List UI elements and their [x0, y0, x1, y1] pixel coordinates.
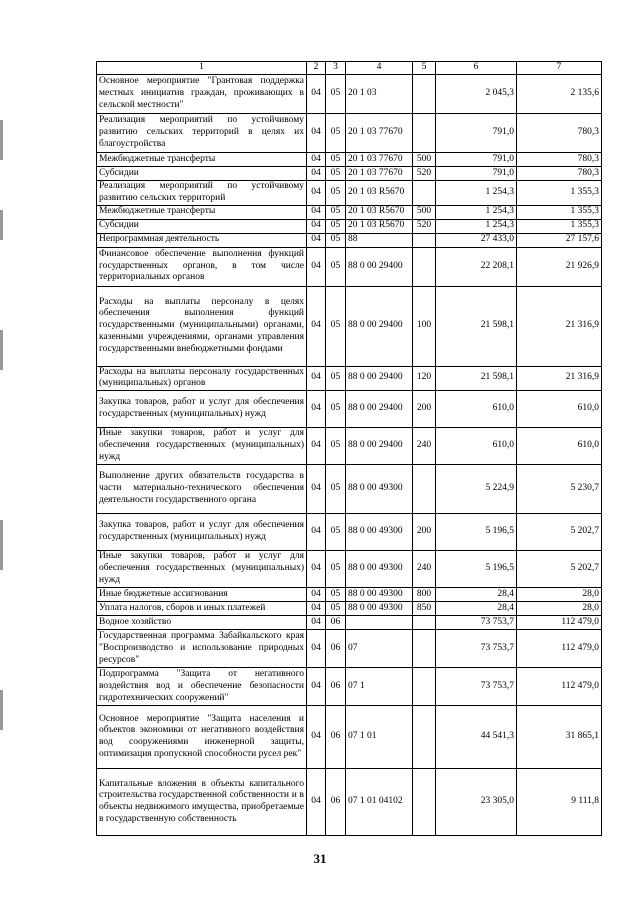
table-cell-amount-1: 21 598,1 [436, 366, 517, 391]
table-cell-amount-2: 1 355,3 [517, 181, 602, 206]
margin-mark [0, 690, 3, 730]
table-cell-expense-type: 520 [413, 167, 436, 181]
table-cell-amount-1: 1 254,3 [436, 219, 517, 233]
table-row [97, 428, 602, 465]
table-cell-name: Капитальные вложения в объекты капитального строительства государственной собственности и в объекты недвижимого имущества, приобретаемые в государственную собственность [97, 769, 307, 836]
table-cell-target-code: 07 [346, 630, 413, 668]
table-cell-section: 04 [307, 588, 326, 602]
table-cell-subsection: 05 [326, 233, 346, 247]
table-cell-expense-type [413, 769, 436, 836]
table-cell-expense-type [413, 616, 436, 630]
table-row [97, 465, 602, 514]
table-cell-subsection: 05 [326, 551, 346, 588]
table-cell-amount-1: 28,4 [436, 602, 517, 616]
margin-mark [0, 210, 3, 240]
table-cell-expense-type [413, 668, 436, 706]
table-cell-section: 04 [307, 769, 326, 836]
table-cell-target-code: 20 1 03 R5670 [346, 219, 413, 233]
table-cell-section: 04 [307, 233, 326, 247]
table-cell-name: Водное хозяйство [97, 616, 307, 630]
table-cell-amount-1: 610,0 [436, 391, 517, 428]
table-cell-subsection: 06 [326, 616, 346, 630]
table-cell-amount-1: 73 753,7 [436, 616, 517, 630]
table-cell-target-code: 88 0 00 29400 [346, 286, 413, 366]
table-cell-target-code: 20 1 03 R5670 [346, 181, 413, 206]
table-cell-section: 04 [307, 514, 326, 551]
table-cell-target-code: 20 1 03 77670 [346, 153, 413, 167]
table-cell-subsection: 05 [326, 247, 346, 286]
table-cell-section: 04 [307, 153, 326, 167]
table-cell-expense-type: 500 [413, 153, 436, 167]
table-row [97, 181, 602, 206]
header-cell: 5 [413, 62, 436, 75]
table-cell-expense-type [413, 465, 436, 514]
table-cell-subsection: 05 [326, 588, 346, 602]
table-cell-target-code: 20 1 03 77670 [346, 114, 413, 153]
table-cell-amount-1: 28,4 [436, 588, 517, 602]
table-cell-name: Субсидии [97, 219, 307, 233]
table-cell-subsection: 05 [326, 366, 346, 391]
table-cell-amount-1: 791,0 [436, 153, 517, 167]
table-cell-target-code: 88 0 00 49300 [346, 588, 413, 602]
table-cell-subsection: 05 [326, 75, 346, 114]
table-cell-amount-2: 27 157,6 [517, 233, 602, 247]
table-cell-name: Иные бюджетные ассигнования [97, 588, 307, 602]
table-row [97, 514, 602, 551]
table-cell-amount-2: 9 111,8 [517, 769, 602, 836]
table-row [97, 205, 602, 219]
table-cell-amount-2: 610,0 [517, 391, 602, 428]
table-cell-target-code: 88 0 00 29400 [346, 247, 413, 286]
header-cell: 7 [517, 62, 602, 75]
header-cell: 2 [307, 62, 326, 75]
table-cell-subsection: 05 [326, 167, 346, 181]
table-cell-amount-1: 44 541,3 [436, 706, 517, 769]
table-row [97, 247, 602, 286]
table-cell-target-code: 20 1 03 [346, 75, 413, 114]
table-row [97, 602, 602, 616]
table-cell-amount-1: 5 196,5 [436, 551, 517, 588]
table-cell-section: 04 [307, 616, 326, 630]
table-cell-subsection: 05 [326, 205, 346, 219]
table-cell-amount-2: 5 230,7 [517, 465, 602, 514]
table-cell-target-code: 20 1 03 77670 [346, 167, 413, 181]
table-cell-name: Уплата налогов, сборов и иных платежей [97, 602, 307, 616]
table-cell-amount-1: 791,0 [436, 114, 517, 153]
table-cell-name: Реализация мероприятий по устойчивому развитию сельских территорий в целях их благоустройства [97, 114, 307, 153]
table-cell-subsection: 05 [326, 391, 346, 428]
table-row [97, 391, 602, 428]
table-cell-name: Реализация мероприятий по устойчивому развитию сельских территорий [97, 181, 307, 206]
table-cell-amount-2: 610,0 [517, 428, 602, 465]
table-cell-expense-type: 800 [413, 588, 436, 602]
table-cell-amount-2: 780,3 [517, 114, 602, 153]
table-cell-amount-2: 21 926,9 [517, 247, 602, 286]
table-cell-name: Выполнение других обязательств государства в части материально-технического обеспечения деятельности государственного органа [97, 465, 307, 514]
table-cell-expense-type: 240 [413, 551, 436, 588]
table-cell-expense-type [413, 114, 436, 153]
table-cell-amount-2: 1 355,3 [517, 219, 602, 233]
table-cell-expense-type [413, 247, 436, 286]
table-cell-subsection: 06 [326, 668, 346, 706]
table-cell-target-code: 07 1 [346, 668, 413, 706]
table-cell-section: 04 [307, 286, 326, 366]
table-row [97, 769, 602, 836]
table-row [97, 551, 602, 588]
table-cell-section: 04 [307, 366, 326, 391]
table-cell-subsection: 05 [326, 114, 346, 153]
table-row [97, 616, 602, 630]
table-cell-expense-type [413, 233, 436, 247]
table-cell-amount-2: 780,3 [517, 153, 602, 167]
table-cell-target-code: 20 1 03 R5670 [346, 205, 413, 219]
table-cell-subsection: 05 [326, 514, 346, 551]
table-cell-section: 04 [307, 551, 326, 588]
table-row [97, 114, 602, 153]
table-cell-target-code: 88 0 00 49300 [346, 551, 413, 588]
table-cell-amount-1: 5 224,9 [436, 465, 517, 514]
table-cell-section: 04 [307, 391, 326, 428]
table-cell-subsection: 05 [326, 153, 346, 167]
table-cell-expense-type [413, 706, 436, 769]
table-row [97, 630, 602, 668]
table-cell-amount-2: 112 479,0 [517, 630, 602, 668]
table-cell-name: Финансовое обеспечение выполнения функций государственных органов, в том числе территориальных органов [97, 247, 307, 286]
table-cell-amount-1: 1 254,3 [436, 181, 517, 206]
margin-mark [0, 120, 3, 160]
table-cell-subsection: 05 [326, 286, 346, 366]
table-cell-target-code: 88 [346, 233, 413, 247]
table-cell-section: 04 [307, 219, 326, 233]
table-cell-name: Субсидии [97, 167, 307, 181]
table-cell-subsection: 05 [326, 465, 346, 514]
table-cell-amount-2: 1 355,3 [517, 205, 602, 219]
table-cell-target-code: 88 0 00 49300 [346, 514, 413, 551]
table-cell-expense-type: 200 [413, 514, 436, 551]
table-row [97, 366, 602, 391]
table-cell-amount-1: 791,0 [436, 167, 517, 181]
table-cell-expense-type: 120 [413, 366, 436, 391]
table-cell-expense-type: 520 [413, 219, 436, 233]
table-cell-amount-2: 2 135,6 [517, 75, 602, 114]
table-cell-subsection: 06 [326, 769, 346, 836]
table-cell-expense-type: 100 [413, 286, 436, 366]
table-row [97, 75, 602, 114]
budget-table [96, 61, 602, 836]
table-cell-amount-2: 112 479,0 [517, 616, 602, 630]
table-cell-name: Государственная программа Забайкальского края "Воспроизводство и использование природных ресурсов" [97, 630, 307, 668]
table-cell-section: 04 [307, 114, 326, 153]
table-cell-section: 04 [307, 247, 326, 286]
table-row [97, 219, 602, 233]
table-cell-section: 04 [307, 428, 326, 465]
table-cell-target-code: 88 0 00 49300 [346, 465, 413, 514]
table-cell-section: 04 [307, 630, 326, 668]
table-cell-amount-2: 28,0 [517, 588, 602, 602]
table-cell-name: Подпрограмма "Защита от негативного воздействия вод и обеспечение безопасности гидротехнических сооружений" [97, 668, 307, 706]
table-cell-target-code [346, 616, 413, 630]
header-cell: 3 [326, 62, 346, 75]
table-cell-section: 04 [307, 75, 326, 114]
table-cell-name: Основное мероприятие "Защита населения и объектов экономики от негативного воздействия вод сооружениями инженерной защиты, оптимизация пропускной способности русел рек" [97, 706, 307, 769]
table-cell-name: Закупка товаров, работ и услуг для обеспечения государственных (муниципальных) нужд [97, 391, 307, 428]
page-number: 31 [313, 851, 327, 866]
table-cell-amount-2: 21 316,9 [517, 366, 602, 391]
table-cell-amount-1: 27 433,0 [436, 233, 517, 247]
table-cell-amount-1: 610,0 [436, 428, 517, 465]
table-cell-amount-1: 73 753,7 [436, 630, 517, 668]
table-cell-name: Расходы на выплаты персоналу в целях обеспечения выполнения функций государственными (муниципальными) органами, казенными учреждениями, органами управления государственными внебюджетными фондами [97, 286, 307, 366]
table-cell-amount-1: 22 208,1 [436, 247, 517, 286]
table-cell-name: Межбюджетные трансферты [97, 153, 307, 167]
table-row [97, 588, 602, 602]
table-cell-expense-type: 200 [413, 391, 436, 428]
table-cell-target-code: 88 0 00 29400 [346, 391, 413, 428]
table-cell-amount-1: 2 045,3 [436, 75, 517, 114]
table-cell-subsection: 06 [326, 706, 346, 769]
table-cell-expense-type: 850 [413, 602, 436, 616]
table-cell-section: 04 [307, 706, 326, 769]
table-cell-section: 04 [307, 465, 326, 514]
table-cell-target-code: 88 0 00 49300 [346, 602, 413, 616]
table-row [97, 286, 602, 366]
table-cell-amount-2: 5 202,7 [517, 551, 602, 588]
table-cell-amount-2: 5 202,7 [517, 514, 602, 551]
table-cell-subsection: 05 [326, 219, 346, 233]
table-cell-expense-type [413, 181, 436, 206]
header-cell: 6 [436, 62, 517, 75]
table-cell-amount-1: 21 598,1 [436, 286, 517, 366]
table-cell-target-code: 88 0 00 29400 [346, 366, 413, 391]
table-cell-name: Иные закупки товаров, работ и услуг для обеспечения государственных (муниципальных) нужд [97, 551, 307, 588]
table-row [97, 233, 602, 247]
table-cell-subsection: 05 [326, 181, 346, 206]
table-cell-section: 04 [307, 668, 326, 706]
table-cell-amount-1: 1 254,3 [436, 205, 517, 219]
table-cell-section: 04 [307, 602, 326, 616]
table-row [97, 706, 602, 769]
table-cell-amount-2: 28,0 [517, 602, 602, 616]
table-cell-target-code: 88 0 00 29400 [346, 428, 413, 465]
table-cell-amount-1: 73 753,7 [436, 668, 517, 706]
table-row [97, 153, 602, 167]
table-cell-amount-2: 21 316,9 [517, 286, 602, 366]
table-cell-expense-type: 240 [413, 428, 436, 465]
table-cell-subsection: 06 [326, 630, 346, 668]
table-cell-section: 04 [307, 205, 326, 219]
table-cell-section: 04 [307, 181, 326, 206]
table-cell-subsection: 05 [326, 428, 346, 465]
header-row [97, 62, 602, 75]
table-cell-amount-2: 780,3 [517, 167, 602, 181]
table-cell-name: Непрограммная деятельность [97, 233, 307, 247]
table-cell-name: Основное мероприятие "Грантовая поддержка местных инициатив граждан, проживающих в сельской местности" [97, 75, 307, 114]
table-cell-name: Закупка товаров, работ и услуг для обеспечения государственных (муниципальных) нужд [97, 514, 307, 551]
table-cell-target-code: 07 1 01 [346, 706, 413, 769]
table-cell-expense-type: 500 [413, 205, 436, 219]
table-row [97, 167, 602, 181]
table-cell-amount-1: 5 196,5 [436, 514, 517, 551]
margin-mark [0, 330, 3, 370]
table-cell-section: 04 [307, 167, 326, 181]
table-row [97, 668, 602, 706]
table-cell-amount-1: 23 305,0 [436, 769, 517, 836]
table-cell-amount-2: 112 479,0 [517, 668, 602, 706]
table-cell-subsection: 05 [326, 602, 346, 616]
table-cell-target-code: 07 1 01 04102 [346, 769, 413, 836]
table-cell-name: Межбюджетные трансферты [97, 205, 307, 219]
table-cell-name: Расходы на выплаты персоналу государственных (муниципальных) органов [97, 366, 307, 391]
table-cell-amount-2: 31 865,1 [517, 706, 602, 769]
header-cell: 1 [97, 62, 307, 75]
table-cell-name: Иные закупки товаров, работ и услуг для обеспечения государственных (муниципальных) нужд [97, 428, 307, 465]
table-cell-expense-type [413, 630, 436, 668]
margin-mark [0, 520, 3, 570]
header-cell: 4 [346, 62, 413, 75]
table-cell-expense-type [413, 75, 436, 114]
